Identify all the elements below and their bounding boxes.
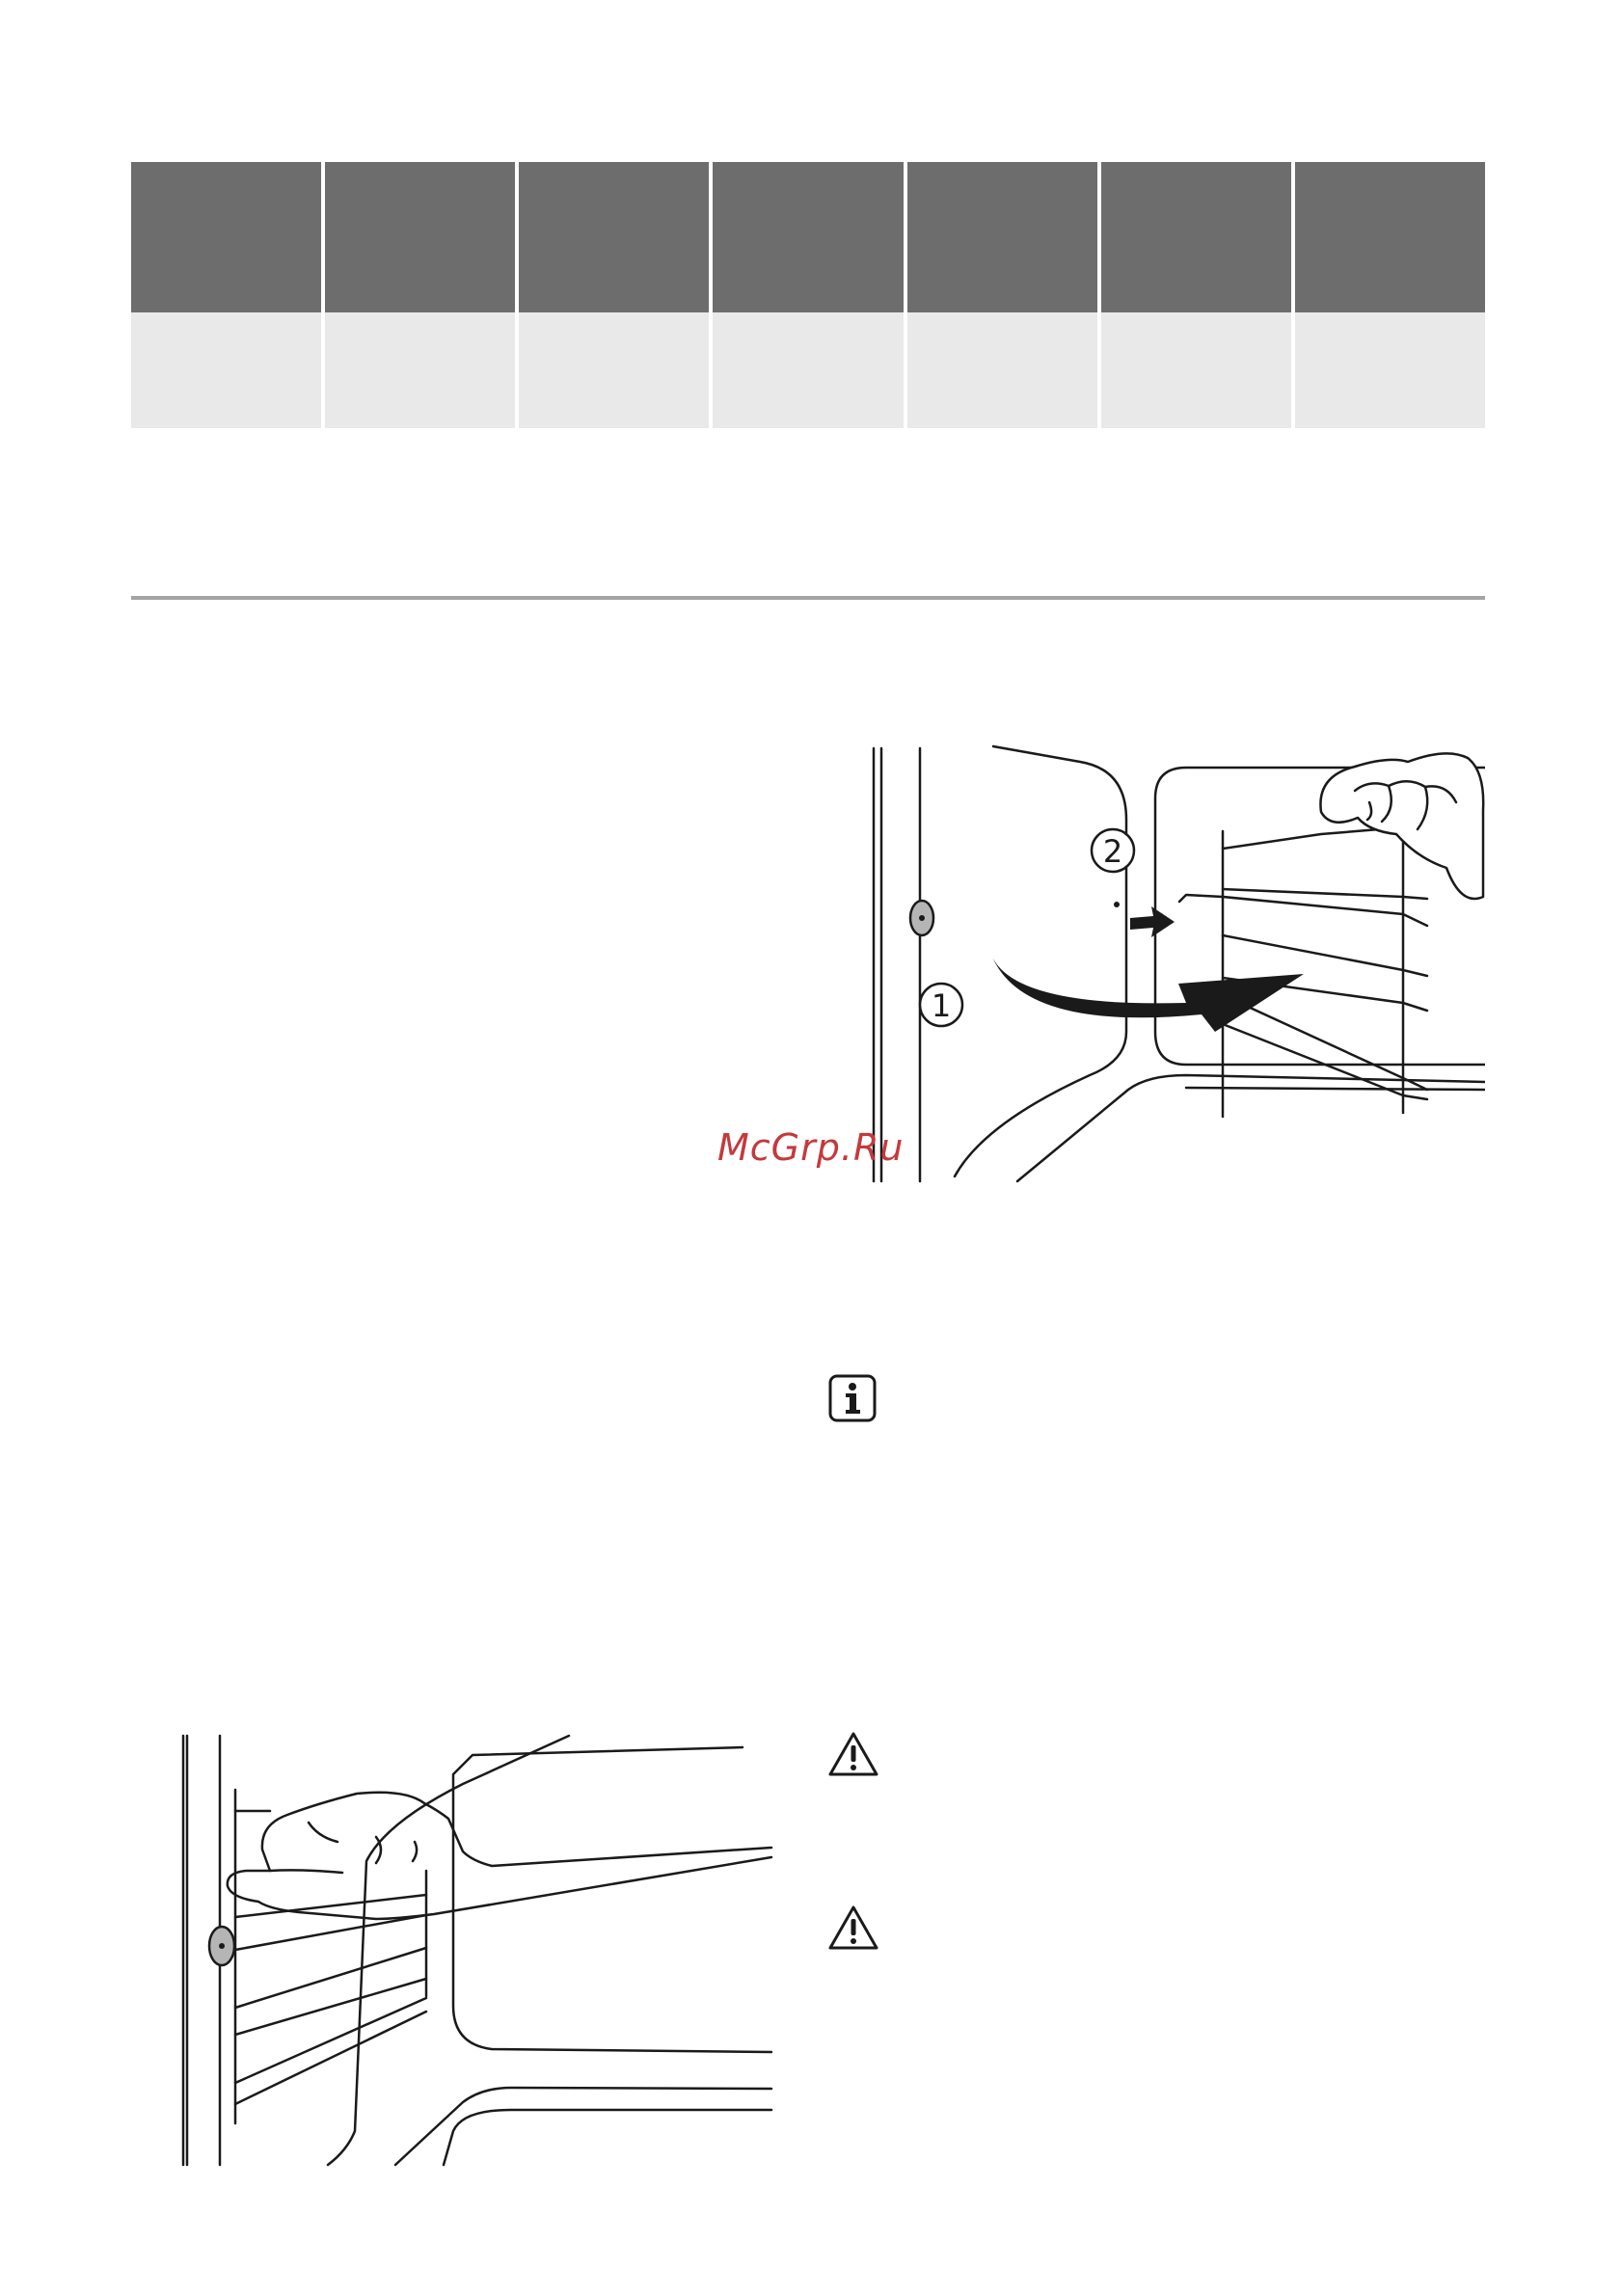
table-header-cell [1295,162,1485,312]
warning-triangle-icon [827,1904,879,1952]
table-header-cell [325,162,515,312]
table-cell [1101,312,1291,428]
section-divider [131,596,1485,600]
table-cell [907,312,1097,428]
table-cell [131,312,321,428]
warning-triangle-icon [827,1730,879,1778]
shelf-support-install-illustration [174,1726,781,2170]
table-header-cell [713,162,903,312]
table-cell [325,312,515,428]
watermark: McGrp.Ru [717,1126,905,1169]
table-cell [1295,312,1485,428]
table-cell [519,312,709,428]
callout-2: 2 [1102,833,1123,870]
info-icon [827,1373,878,1423]
shelf-support-removal-illustration [868,743,1485,1186]
data-table [131,162,1485,428]
table-header-cell [519,162,709,312]
callout-1: 1 [931,987,952,1024]
table-cell [713,312,903,428]
table-header-cell [907,162,1097,312]
table-header-cell [131,162,321,312]
table-header-cell [1101,162,1291,312]
